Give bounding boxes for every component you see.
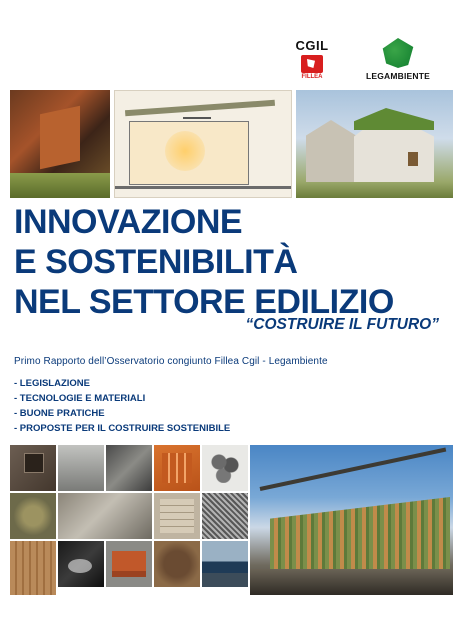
bottom-margin <box>0 596 453 640</box>
material-tile <box>106 445 152 491</box>
material-tile <box>58 541 104 587</box>
fillea-wordmark: FILLEA <box>301 74 323 80</box>
list-item: - PROPOSTE PER IL COSTRUIRE SOSTENIBILE <box>14 423 231 434</box>
title-line-2: E SOSTENIBILITÀ <box>14 243 298 281</box>
top-photo-strip <box>10 90 453 198</box>
house-window <box>408 152 418 166</box>
title-line-3: NEL SETTORE EDILIZIO <box>14 283 394 321</box>
corten-facade-photo <box>10 90 110 198</box>
wood-tile <box>10 541 56 595</box>
sustainable-building-photo <box>250 445 453 595</box>
material-tile <box>10 493 56 539</box>
stone-cubes-tile <box>202 445 248 491</box>
diagram-rooftop <box>183 101 211 119</box>
landscape-tile <box>202 541 248 587</box>
building-roofline <box>260 448 447 491</box>
membrane-tile <box>58 493 152 539</box>
report-description: Primo Rapporto dell’Osservatorio congiunto Fillea Cgil - Legambiente <box>14 356 328 367</box>
cgil-fillea-logo <box>290 38 334 80</box>
legambiente-logo <box>348 38 448 81</box>
materials-collage <box>10 445 453 595</box>
house-left <box>306 120 356 182</box>
green-roof <box>354 108 434 130</box>
green-roof-house-photo <box>296 90 453 198</box>
mesh-tile <box>202 493 248 539</box>
material-tile <box>58 445 104 491</box>
leaf-icon <box>381 38 415 68</box>
cgil-wordmark: CGIL <box>295 38 329 53</box>
legambiente-wordmark: LEGAMBIENTE <box>365 71 431 81</box>
clay-block-tile <box>154 445 200 491</box>
building-road <box>250 569 453 595</box>
material-tile <box>10 445 56 491</box>
material-tile <box>154 541 200 587</box>
diagram-light <box>165 131 205 171</box>
subtitle: “COSTRUIRE IL FUTURO” <box>245 316 439 333</box>
main-title <box>14 202 444 322</box>
building-facade <box>270 497 450 569</box>
topics-list <box>14 376 444 436</box>
paver-tile <box>106 541 152 587</box>
building-section-diagram <box>114 90 292 198</box>
diagram-ground <box>115 186 291 189</box>
list-item: - BUONE PRATICHE <box>14 408 105 419</box>
list-item: - TECNOLOGIE E MATERIALI <box>14 393 146 404</box>
stone-block-tile <box>154 493 200 539</box>
title-line-1: INNOVAZIONE <box>14 203 243 241</box>
list-item: - LEGISLAZIONE <box>14 378 90 389</box>
flag-icon <box>301 55 323 73</box>
logos <box>290 38 450 86</box>
